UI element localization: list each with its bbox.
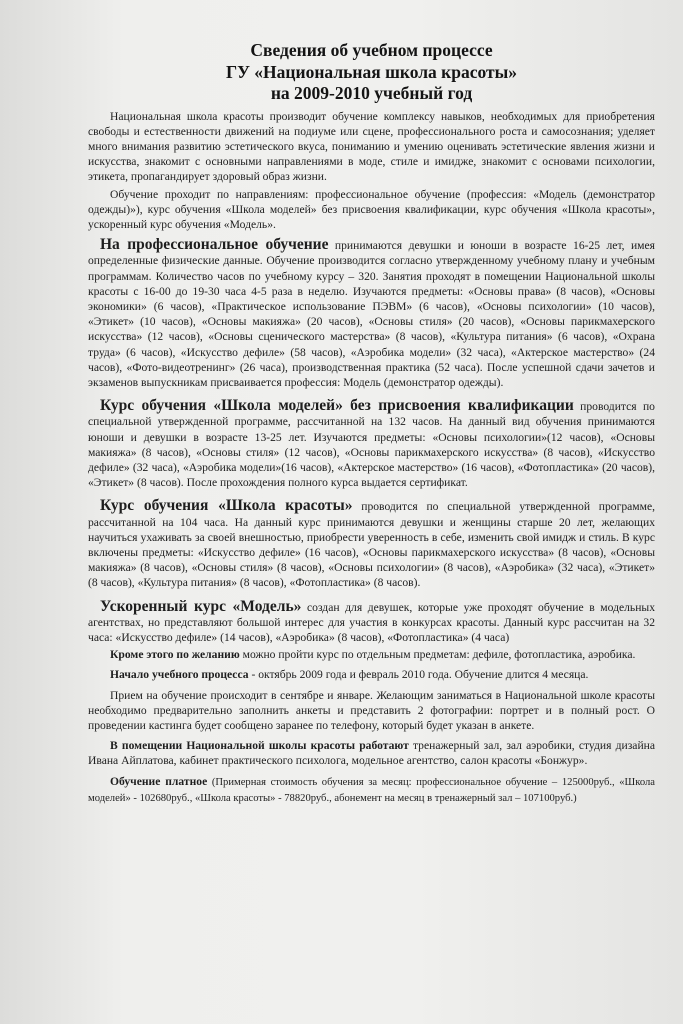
beauty-school-body: проводится по специальной утвержденной программе, рассчитанной на 104 часа. На данный курс принимаются девушки и женщины старше 20 лет, желающих научиться ухаживать за своей внешностью, приобрести уверенность в себе, изменить свой имидж и стиль. В курс включены предметы: «Искусство дефиле» (16 часов), «Основы парикмахерского искусства» (8 часов), «Основы макияжа» (8 часов), «Основы стиля» (8 часов), «Основы психологии» (8 часов), «Аэробика» (32 часа), «Этикет» (8 часов), «Культура питания» (8 часов), «Фотопластика» (8 часов). [88,500,656,590]
title-line-2: ГУ «Национальная школа красоты» [225,61,518,82]
start-body: - октябрь 2009 года и февраль 2010 года. Обучение длится 4 месяца. [248,668,589,682]
intro-paragraph: Национальная школа красоты производит обучение комплексу навыков, необходимых для приобретения свободы и естественности движений на подиуме или сцене, профессионального роста и самосознания; уделяет много внимания развитию эстетического вкуса, пониманию и умению оценивать эстетические явления жизни и искусства, знакомит с основными направлениями в моде, стиле и имидже, знакомит с основами психологии, этикета, пропагандирует здоровый образ жизни. [88,109,655,184]
document-title [88,40,655,105]
start-section [88,667,655,682]
professional-body: принимаются девушки и юноши в возрасте 16-25 лет, имея определенные физические данные. Обучение производится согласно утвержденному учебному плану и учебным программам. Количество часов по учебному курсу – 320. Занятия проходят в помещении Национальной школы красоты с 16-00 до 19-30 часа 4-5 раза в неделю. Изучаются предметы: «Основы права» (8 часов), «Основы экономики» (6 часов), «Практическое использование ПЭВМ» (6 часов), «Основы психологии» (10 часов), «Этикет» (10 часов), «Основы макияжа» (20 часов), «Основы стиля» (20 часов), «Основы парикмахерского искусства» (12 часов), «Основы сценического мастерства» (8 часов), «Культура питания» (6 часов), «Охрана труда» (6 часов), «Искусство дефиле» (58 часов), «Аэробика модели» (32 часа), «Актерское мастерство» (24 часов), «Фото-видеотренинг» (26 часа), производственная практика (52 часа). После успешной сдачи зачетов и экзаменов выпускникам присваивается профессия: Модель (демонстратор одежды). [88,239,656,389]
models-school-body: проводится по специальной утвержденной программе, рассчитанной на 132 часов. На данный вид обучения принимаются юноши и девушки в возрасте 13-25 лет. Изучаются предметы: «Основы психологии»(12 часов), «Основы макияжа» (8 часов), «Основы стиля» (12 часов), «Основы парикмахерского искусства» (8 часов), «Искусство дефиле» (32 часа), «Аэробика модели»(16 часов), «Актерское мастерство» (16 часов), «Фотопластика» (20 часов), «Этикет» (8 часов). После прохождения полного курса выдается сертификат. [88,400,655,490]
models-school-section [88,398,655,490]
beauty-school-section [88,498,655,590]
optional-section [88,647,655,662]
paid-heading: Обучение платное [110,774,208,788]
express-heading: Ускоренный курс «Модель» [100,597,302,615]
facilities-heading: В помещении Национальной школы красоты работают [110,739,409,753]
facilities-section [88,738,655,768]
professional-heading: На профессиональное обучение [100,236,329,254]
title-line-3: на 2009-2010 учебный год [270,83,473,103]
express-body: создан для девушек, которые уже проходят обучение в модельных агентствах, но представляют большой интерес для участия в конкурсах красоты. Данный курс рассчитан на 32 часа: «Искусство дефиле» (14 часов), «Аэробика» (8 часов), «Фотопластика» (4 часа) [88,600,656,644]
facilities-body: тренажерный зал, зал аэробики, студия дизайна Ивана Айплатова, кабинет практического психолога, модельное агентство, салон красоты «Бонжур». [88,739,655,768]
beauty-school-heading: Курс обучения «Школа красоты» [100,497,353,515]
admission-paragraph: Прием на обучение происходит в сентябре и январе. Желающим заниматься в Национальной школе красоты необходимо предварительно заполнить анкеты и представить 2 фотографии: портрет и в полный рост. О проведении кастинга будет сообщено заранее по телефону, который будет указан в анкете. [88,688,655,733]
directions-paragraph: Обучение проходит по направлениям: профессиональное обучение (профессия: «Модель (демонстратор одежды)»), курс обучения «Школа моделей» без присвоения квалификации, курс обучения «Школа красоты», ускоренный курс обучения «Модель». [88,187,655,231]
optional-body: можно пройти курс по отдельным предметам: дефиле, фотопластика, аэробика. [239,648,636,662]
models-school-heading: Курс обучения «Школа моделей» без присвоения квалификации [100,397,574,415]
paid-body: (Примерная стоимость обучения за месяц: профессиональное обучение – 125000руб., «Школа моделей» - 102680руб., «Школа красоты» - 78820руб., абонемент на месяц в тренажерный зал – 107100руб.) [88,776,655,804]
paid-section [88,774,655,806]
start-heading: Начало учебного процесса [110,668,249,682]
title-line-1: Сведения об учебном процессе [250,40,493,60]
express-section [88,599,655,646]
professional-section [88,237,655,390]
optional-heading: Кроме этого по желанию [110,648,240,662]
